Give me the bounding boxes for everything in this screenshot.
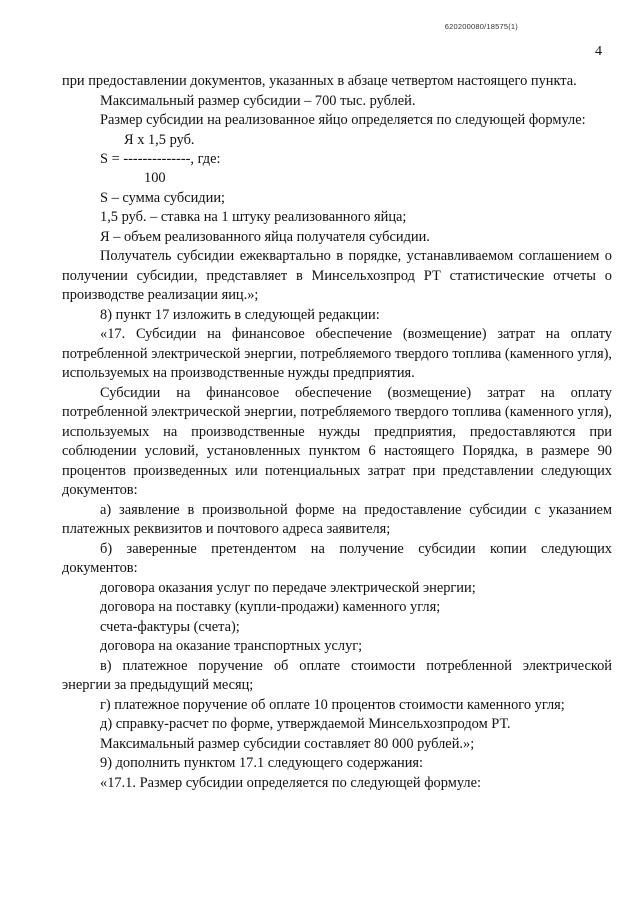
paragraph-item-g: г) платежное поручение об оплате 10 процентов стоимости каменного угля; [100, 696, 565, 713]
document-body [62, 72, 612, 793]
paragraph-formula-intro: Размер субсидии на реализованное яйцо определяется по следующей формуле: [100, 112, 586, 128]
subsidy-formula [62, 131, 612, 189]
paragraph-max-80000: Максимальный размер субсидии составляет 80 000 рублей.»; [100, 735, 475, 752]
document-code: 620200080/18575(1) [444, 22, 518, 31]
paragraph-conditions: Субсидии на финансовое обеспечение (возмещение) затрат на оплату потребленной электрической энергии, потребляемого твердого топлива (каменного угля), используемых на производственные нужды предприятия, предоставляются при соблюдении условий, установленных пунктом 6 настоящего Порядка, в размере 90 процентов произведенных или потенциальных затрат при представлении следующих документов: [62, 384, 612, 498]
paragraph-invoices: счета-фактуры (счета); [100, 618, 240, 635]
paragraph-item-a: а) заявление в произвольной форме на предоставление субсидии с указанием платежных реквизитов и почтового адреса заявителя; [62, 501, 612, 537]
paragraph-clause-17-1: «17.1. Размер субсидии определяется по следующей формуле: [100, 774, 481, 791]
paragraph-electricity-contract: договора оказания услуг по передаче электрической энергии; [100, 579, 476, 596]
paragraph-s-definition: S – сумма субсидии; [100, 189, 226, 206]
formula-line: S = --------------, где: [100, 150, 221, 167]
paragraph-volume-definition: Я – объем реализованного яйца получателя субсидии. [100, 228, 430, 245]
paragraph-1: при предоставлении документов, указанных в абзаце четвертом настоящего пункта. [62, 73, 577, 89]
formula-denominator: 100 [144, 169, 166, 186]
paragraph-item-9: 9) дополнить пунктом 17.1 следующего содержания: [100, 755, 424, 771]
page-number: 4 [595, 44, 602, 59]
paragraph-item-v: в) платежное поручение об оплате стоимости потребленной электрической энергии за предыдущий месяц; [62, 657, 612, 693]
paragraph-coal-contract: договора на поставку (купли-продажи) каменного угля; [100, 599, 441, 615]
paragraph-item-d: д) справку-расчет по форме, утверждаемой Минсельхозпродом РТ. [100, 716, 511, 732]
paragraph-item-b: б) заверенные претендентом на получение субсидии копии следующих документов: [62, 540, 612, 576]
paragraph-item-8: 8) пункт 17 изложить в следующей редакции: [100, 306, 380, 323]
paragraph-max-subsidy: Максимальный размер субсидии – 700 тыс. рублей. [100, 92, 416, 109]
paragraph-transport-contract: договора на оказание транспортных услуг; [100, 638, 363, 654]
paragraph-clause-17: «17. Субсидии на финансовое обеспечение (возмещение) затрат на оплату потребленной электрической энергии, потребляемого твердого топлива (каменного угля), используемых на производственные нужды предприятия. [62, 326, 612, 381]
paragraph-rate-definition: 1,5 руб. – ставка на 1 штуку реализованного яйца; [100, 209, 407, 225]
formula-numerator: Я x 1,5 руб. [124, 131, 195, 148]
paragraph-reporting: Получатель субсидии ежеквартально в порядке, устанавливаемом соглашением о получении субсидии, представляет в Минсельхозпрод РТ статистические отчеты о производстве реализации яиц.»; [62, 248, 612, 303]
